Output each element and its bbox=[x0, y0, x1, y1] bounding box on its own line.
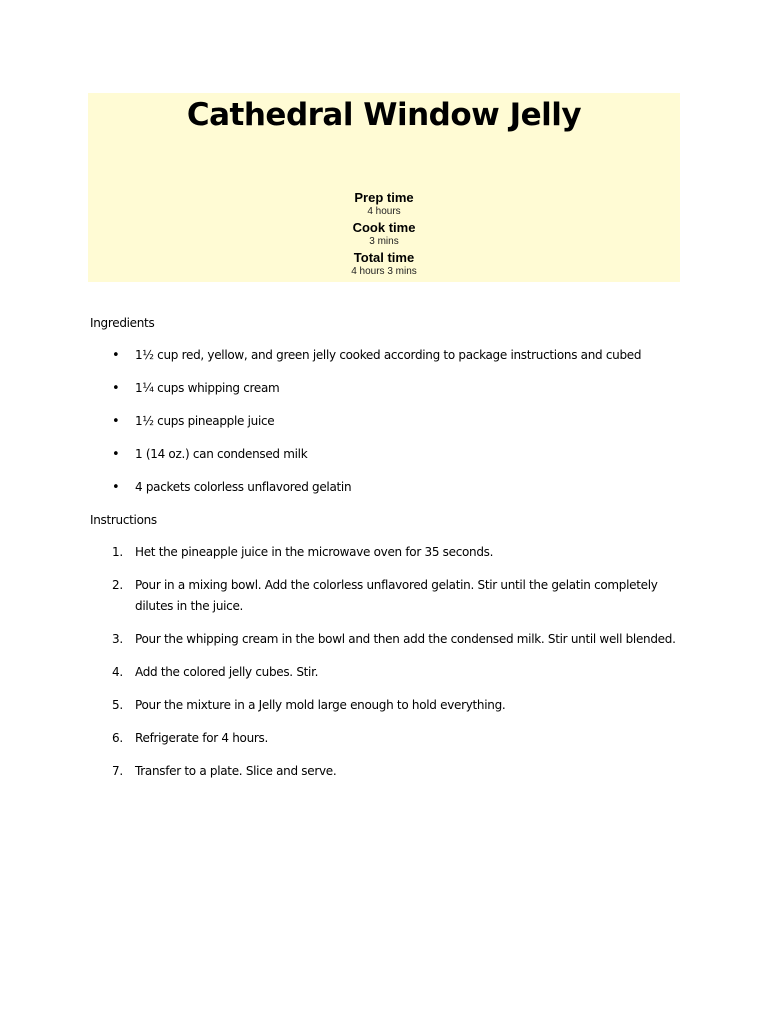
step-text: Het the pineapple juice in the microwave oven for 35 seconds. bbox=[135, 545, 494, 559]
step-text: Add the colored jelly cubes. Stir. bbox=[135, 665, 319, 679]
ingredients-heading: Ingredients bbox=[90, 316, 155, 330]
list-item bbox=[90, 761, 690, 782]
total-time-value: 4 hours 3 mins bbox=[351, 266, 417, 277]
ingredient-text: 1½ cups pineapple juice bbox=[135, 414, 275, 428]
step-text: Pour the mixture in a Jelly mold large enough to hold everything. bbox=[135, 698, 506, 712]
list-item bbox=[90, 662, 690, 683]
step-number: 4. bbox=[112, 665, 123, 679]
step-number: 2. bbox=[112, 578, 123, 592]
cook-time-value: 3 mins bbox=[369, 236, 399, 247]
step-number: 5. bbox=[112, 698, 123, 712]
list-item bbox=[90, 629, 690, 650]
list-item bbox=[90, 575, 690, 617]
instructions-heading: Instructions bbox=[90, 513, 157, 527]
recipe-body bbox=[90, 313, 690, 794]
step-text: Transfer to a plate. Slice and serve. bbox=[135, 764, 337, 778]
prep-time-label: Prep time bbox=[354, 190, 414, 205]
list-item bbox=[90, 411, 690, 432]
ingredient-text: 1¼ cups whipping cream bbox=[135, 381, 280, 395]
step-number: 7. bbox=[112, 764, 123, 778]
ingredient-text: 4 packets colorless unflavored gelatin bbox=[135, 480, 352, 494]
step-number: 1. bbox=[112, 545, 123, 559]
bullet-icon: • bbox=[112, 480, 120, 495]
list-item bbox=[90, 477, 690, 498]
ingredient-text: 1 (14 oz.) can condensed milk bbox=[135, 447, 308, 461]
recipe-times bbox=[88, 190, 680, 280]
list-item bbox=[90, 695, 690, 716]
step-text: Pour in a mixing bowl. Add the colorless unflavored gelatin. Stir until the gelatin completely dilutes in the juice. bbox=[135, 578, 658, 613]
list-item bbox=[90, 378, 690, 399]
step-text: Refrigerate for 4 hours. bbox=[135, 731, 268, 745]
step-number: 3. bbox=[112, 632, 123, 646]
list-item bbox=[90, 444, 690, 465]
ingredient-text: 1½ cup red, yellow, and green jelly cooked according to package instructions and cubed bbox=[135, 348, 642, 362]
ingredient-list bbox=[90, 345, 690, 498]
bullet-icon: • bbox=[112, 447, 120, 462]
cook-time-label: Cook time bbox=[352, 220, 416, 235]
list-item bbox=[90, 345, 690, 366]
recipe-header bbox=[88, 93, 680, 282]
bullet-icon: • bbox=[112, 348, 120, 363]
list-item bbox=[90, 542, 690, 563]
total-time-label: Total time bbox=[353, 250, 415, 265]
instruction-list bbox=[90, 542, 690, 782]
list-item bbox=[90, 728, 690, 749]
step-number: 6. bbox=[112, 731, 123, 745]
step-text: Pour the whipping cream in the bowl and then add the condensed milk. Stir until well blended. bbox=[135, 632, 676, 646]
bullet-icon: • bbox=[112, 381, 120, 396]
bullet-icon: • bbox=[112, 414, 120, 429]
recipe-title: Cathedral Window Jelly bbox=[186, 97, 582, 133]
prep-time-value: 4 hours bbox=[367, 206, 401, 217]
